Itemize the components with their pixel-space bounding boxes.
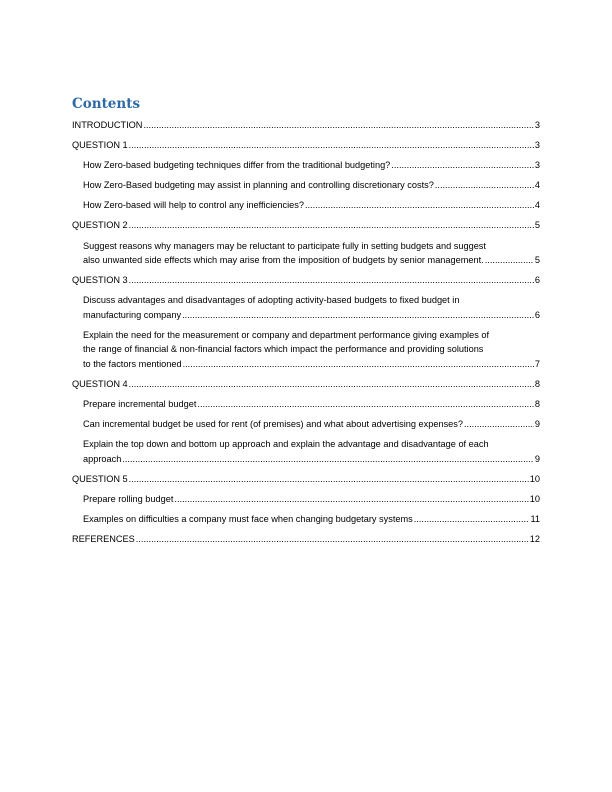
toc-entry-final-line [83, 198, 540, 213]
toc-section-entry[interactable] [72, 472, 540, 487]
toc-entry-final-line [72, 377, 540, 392]
toc-entry-text-line: QUESTION 5 [72, 473, 128, 484]
dot-leader [305, 198, 534, 213]
dot-leader [182, 308, 534, 323]
dot-leader [129, 138, 534, 153]
toc-entry-final-line [83, 308, 540, 323]
toc-subsection-entry[interactable] [72, 293, 540, 322]
toc-entry-text-line: QUESTION 1 [72, 140, 128, 151]
toc-section-entry[interactable] [72, 377, 540, 392]
toc-entry-final-line [72, 472, 540, 487]
dot-leader [464, 417, 534, 432]
dot-leader [414, 512, 530, 527]
toc-entry-final-line [72, 532, 540, 547]
dot-leader [485, 253, 534, 268]
toc-entry-text-line: How Zero-based will help to control any inefficiencies? [83, 200, 304, 211]
dot-leader [129, 472, 529, 487]
toc-page-number: 9 [534, 419, 540, 430]
toc-entry-final-line [83, 357, 540, 372]
toc-entry-text-line: QUESTION 3 [72, 275, 128, 286]
toc-entry-text-line: Can incremental budget be used for rent (of premises) and what about advertising expenses? [83, 419, 463, 430]
toc-subsection-entry[interactable] [72, 158, 540, 173]
toc-page-number: 6 [534, 309, 540, 320]
toc-page-number: 7 [534, 358, 540, 369]
toc-entry-text-line: Examples on difficulties a company must face when changing budgetary systems [83, 514, 413, 524]
toc-entry-text-line: manufacturing company [83, 309, 182, 320]
toc-subsection-entry[interactable] [72, 328, 540, 372]
toc-entry-text-line: How Zero-Based budgeting may assist in planning and controlling discretionary costs? [83, 180, 434, 191]
toc-entry-text-line: Explain the top down and bottom up approach and explain the advantage and disadvantage of each [83, 439, 489, 450]
toc-entry-final-line [83, 178, 540, 193]
toc-entry-text-line: to the factors mentioned [83, 358, 182, 369]
toc-page-number: 3 [534, 120, 540, 130]
toc-heading: Contents [72, 96, 141, 112]
toc-page-number: 9 [534, 453, 540, 464]
toc-entry-text-line: the range of financial & non-financial factors which impact the performance and providing solutions [83, 344, 484, 355]
toc-entry-final-line [83, 492, 540, 507]
toc-entry-final-line [72, 273, 540, 288]
dot-leader [143, 118, 533, 133]
dot-leader [129, 273, 534, 288]
toc-page-number: 6 [534, 275, 540, 286]
toc-subsection-entry[interactable] [72, 437, 540, 466]
toc-page-number: 10 [529, 493, 540, 504]
toc-entry-text-line: Prepare incremental budget [83, 399, 197, 410]
toc-entry-final-line [83, 397, 540, 412]
dot-leader [129, 377, 534, 392]
toc-section-entry[interactable] [72, 118, 540, 133]
toc-page-number: 12 [529, 534, 540, 545]
dot-leader [435, 178, 534, 193]
toc-page-number: 8 [534, 378, 540, 389]
toc-subsection-entry[interactable] [72, 239, 540, 268]
toc-subsection-entry[interactable] [72, 178, 540, 193]
toc-entry-text-line: Explain the need for the measurement or company and department performance giving examples of [83, 329, 490, 340]
toc-page-number: 3 [534, 160, 540, 171]
toc-entry-final-line [83, 417, 540, 432]
toc-subsection-entry[interactable] [72, 512, 540, 527]
toc-entry-final-line [72, 218, 540, 233]
toc-page-number: 11 [530, 514, 540, 524]
toc-page-number: 8 [534, 399, 540, 410]
dot-leader [136, 532, 529, 547]
toc-entry-text-line: also unwanted side effects which may arise from the imposition of budgets by senior management. [83, 255, 484, 266]
toc-entry-final-line [72, 138, 540, 153]
toc-page-number: 4 [534, 180, 540, 191]
toc-subsection-entry[interactable] [72, 397, 540, 412]
dot-leader [174, 492, 528, 507]
toc-entry-text-line: Discuss advantages and disadvantages of adopting activity-based budgets to fixed budget in [83, 295, 460, 306]
toc-entry-final-line [83, 452, 540, 467]
toc-entry-text-line: INTRODUCTION [72, 120, 143, 130]
toc-section-entry[interactable] [72, 532, 540, 547]
toc-page-number: 5 [534, 220, 540, 231]
toc-entries [72, 118, 540, 547]
toc-entry-final-line [83, 512, 540, 527]
toc-subsection-entry[interactable] [72, 492, 540, 507]
toc-entry-text-line: REFERENCES [72, 534, 135, 545]
toc-entry-final-line [72, 118, 540, 133]
toc-entry-final-line [83, 158, 540, 173]
toc-section-entry[interactable] [72, 273, 540, 288]
toc-entry-text-line: How Zero-based budgeting techniques differ from the traditional budgeting? [83, 160, 391, 171]
dot-leader [197, 397, 533, 412]
toc-entry-text-line: approach [83, 453, 122, 464]
toc-entry-text-line: Prepare rolling budget [83, 493, 174, 504]
toc-subsection-entry[interactable] [72, 417, 540, 432]
toc-page-number: 10 [529, 473, 540, 484]
toc-page-number: 4 [534, 200, 540, 211]
dot-leader [391, 158, 534, 173]
table-of-contents [72, 96, 540, 552]
toc-entry-text-line: QUESTION 2 [72, 220, 128, 231]
toc-page-number: 3 [534, 140, 540, 151]
toc-subsection-entry[interactable] [72, 198, 540, 213]
dot-leader [129, 218, 534, 233]
dot-leader [183, 357, 534, 372]
toc-section-entry[interactable] [72, 138, 540, 153]
toc-entry-text-line: QUESTION 4 [72, 378, 128, 389]
toc-page-number: 5 [534, 255, 540, 266]
toc-section-entry[interactable] [72, 218, 540, 233]
toc-entry-text-line: Suggest reasons why managers may be reluctant to participate fully in setting budgets and suggest [83, 240, 486, 251]
dot-leader [122, 452, 534, 467]
toc-entry-final-line [83, 253, 540, 268]
